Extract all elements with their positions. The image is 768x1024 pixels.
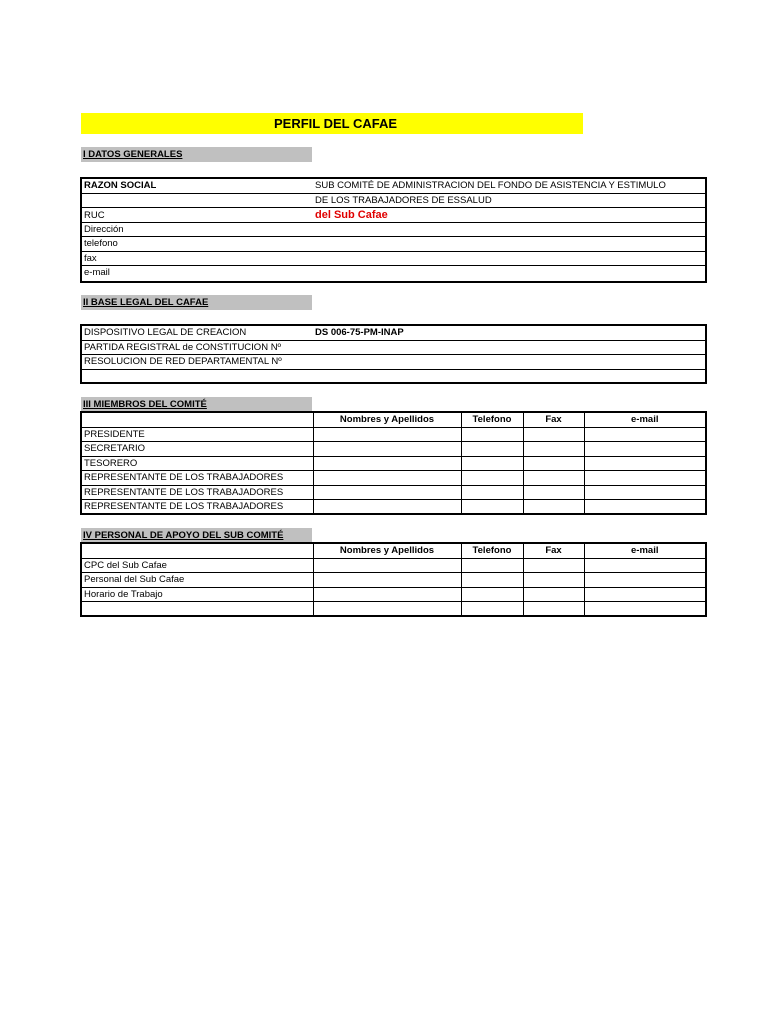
razon-social-label: RAZON SOCIAL — [84, 180, 157, 191]
support-header-row — [82, 544, 705, 558]
support-fax-cell[interactable] — [523, 602, 584, 616]
support-fax-cell[interactable] — [523, 587, 584, 602]
member-name-cell[interactable] — [313, 485, 461, 500]
members-col-telefono: Telefono — [461, 413, 523, 427]
member-name-cell[interactable] — [313, 427, 461, 442]
support-col-label — [82, 544, 313, 558]
member-role: REPRESENTANTE DE LOS TRABAJADORES — [82, 500, 313, 514]
razon-social-value[interactable]: SUB COMITÉ DE ADMINISTRACION DEL FONDO DE ASISTENCIA Y ESTIMULO — [315, 180, 666, 191]
row-resolucion — [82, 355, 705, 370]
member-role: REPRESENTANTE DE LOS TRABAJADORES — [82, 485, 313, 500]
support-phone-cell[interactable] — [461, 602, 523, 616]
row-fax — [82, 252, 705, 267]
member-phone-cell[interactable] — [461, 427, 523, 442]
member-name-cell[interactable] — [313, 500, 461, 514]
support-col-fax: Fax — [523, 544, 584, 558]
support-fax-cell[interactable] — [523, 558, 584, 573]
member-phone-cell[interactable] — [461, 442, 523, 457]
fax-label: fax — [84, 252, 97, 264]
row-legal-blank — [82, 370, 705, 385]
support-role: CPC del Sub Cafae — [82, 558, 313, 573]
member-fax-cell[interactable] — [523, 500, 584, 514]
section-heading-support: IV PERSONAL DE APOYO DEL SUB COMITÉ — [81, 528, 312, 543]
row-razon-social-cont — [82, 194, 705, 209]
support-name-cell[interactable] — [313, 558, 461, 573]
row-email — [82, 266, 705, 281]
table-row — [82, 456, 705, 471]
row-dispositivo — [82, 326, 705, 341]
dispositivo-value[interactable]: DS 006-75-PM-INAP — [315, 327, 404, 338]
support-phone-cell[interactable] — [461, 558, 523, 573]
table-row — [82, 485, 705, 500]
support-role: Personal del Sub Cafae — [82, 573, 313, 588]
ruc-value[interactable]: del Sub Cafae — [315, 209, 388, 221]
members-col-nombres: Nombres y Apellidos — [313, 413, 461, 427]
support-name-cell[interactable] — [313, 573, 461, 588]
members-col-email: e-mail — [584, 413, 705, 427]
member-phone-cell[interactable] — [461, 471, 523, 486]
email-label: e-mail — [84, 267, 110, 278]
table-row — [82, 442, 705, 457]
support-table-box — [80, 542, 707, 617]
member-fax-cell[interactable] — [523, 427, 584, 442]
members-col-label — [82, 413, 313, 427]
member-email-cell[interactable] — [584, 485, 705, 500]
dispositivo-label: DISPOSITIVO LEGAL DE CREACION — [84, 327, 247, 338]
section-heading-legal: II BASE LEGAL DEL CAFAE — [81, 295, 312, 310]
row-partida — [82, 341, 705, 356]
member-role: TESORERO — [82, 456, 313, 471]
member-email-cell[interactable] — [584, 456, 705, 471]
members-table-box — [80, 411, 707, 515]
member-name-cell[interactable] — [313, 456, 461, 471]
member-phone-cell[interactable] — [461, 500, 523, 514]
member-name-cell[interactable] — [313, 442, 461, 457]
member-fax-cell[interactable] — [523, 442, 584, 457]
members-col-fax: Fax — [523, 413, 584, 427]
table-row — [82, 500, 705, 514]
member-role: PRESIDENTE — [82, 427, 313, 442]
support-email-cell[interactable] — [584, 602, 705, 616]
table-row — [82, 427, 705, 442]
member-role: SECRETARIO — [82, 442, 313, 457]
support-name-cell[interactable] — [313, 602, 461, 616]
row-telefono — [82, 237, 705, 252]
general-data-box — [80, 177, 707, 283]
page-title: PERFIL DEL CAFAE — [81, 113, 583, 134]
member-email-cell[interactable] — [584, 427, 705, 442]
legal-data-box — [80, 324, 707, 384]
table-row — [82, 602, 705, 616]
row-direccion — [82, 223, 705, 238]
members-table — [82, 413, 705, 514]
row-razon-social — [82, 179, 705, 194]
member-email-cell[interactable] — [584, 471, 705, 486]
row-ruc — [82, 208, 705, 223]
support-table — [82, 544, 705, 616]
member-fax-cell[interactable] — [523, 471, 584, 486]
table-row — [82, 587, 705, 602]
support-col-email: e-mail — [584, 544, 705, 558]
support-email-cell[interactable] — [584, 587, 705, 602]
member-phone-cell[interactable] — [461, 456, 523, 471]
telefono-label: telefono — [84, 238, 118, 249]
member-email-cell[interactable] — [584, 500, 705, 514]
member-fax-cell[interactable] — [523, 456, 584, 471]
support-email-cell[interactable] — [584, 573, 705, 588]
section-heading-members: III MIEMBROS DEL COMITÉ — [81, 397, 312, 412]
support-phone-cell[interactable] — [461, 573, 523, 588]
member-email-cell[interactable] — [584, 442, 705, 457]
support-fax-cell[interactable] — [523, 573, 584, 588]
member-fax-cell[interactable] — [523, 485, 584, 500]
support-col-telefono: Telefono — [461, 544, 523, 558]
support-name-cell[interactable] — [313, 587, 461, 602]
member-phone-cell[interactable] — [461, 485, 523, 500]
support-col-nombres: Nombres y Apellidos — [313, 544, 461, 558]
member-role: REPRESENTANTE DE LOS TRABAJADORES — [82, 471, 313, 486]
direccion-label: Dirección — [84, 223, 124, 235]
table-row — [82, 558, 705, 573]
partida-label: PARTIDA REGISTRAL de CONSTITUCION Nº — [84, 341, 282, 353]
support-role — [82, 602, 313, 616]
support-phone-cell[interactable] — [461, 587, 523, 602]
table-row — [82, 471, 705, 486]
members-header-row — [82, 413, 705, 427]
table-row — [82, 573, 705, 588]
ruc-label: RUC — [84, 210, 105, 221]
support-role: Horario de Trabajo — [82, 587, 313, 602]
support-email-cell[interactable] — [584, 558, 705, 573]
section-heading-general: I DATOS GENERALES — [81, 147, 312, 162]
member-name-cell[interactable] — [313, 471, 461, 486]
razon-social-cont-value[interactable]: DE LOS TRABAJADORES DE ESSALUD — [315, 194, 492, 206]
resolucion-label: RESOLUCION DE RED DEPARTAMENTAL Nº — [84, 356, 282, 367]
